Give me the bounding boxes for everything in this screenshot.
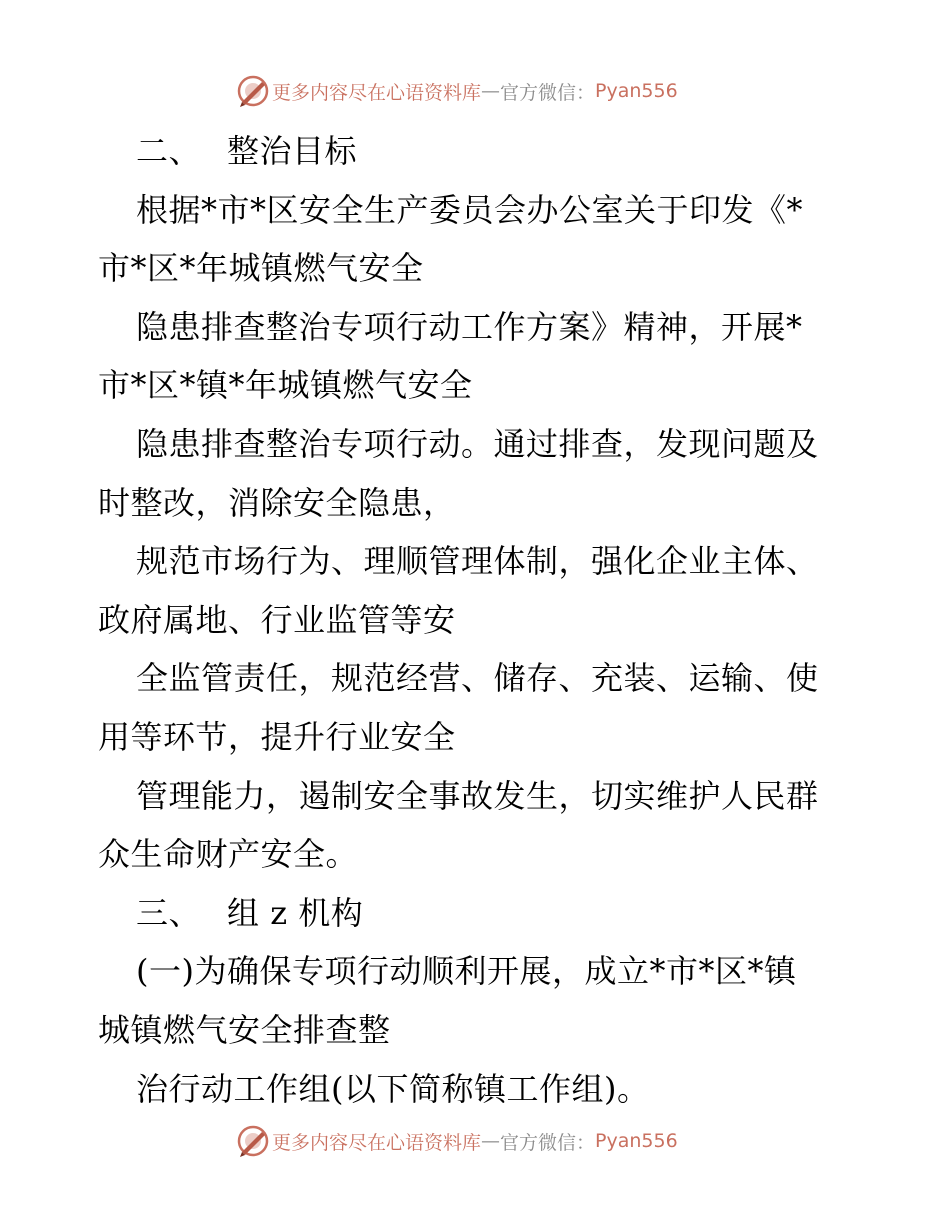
footer-watermark [236,1124,678,1158]
paragraph-line: 用等环节，提升行业安全 [98,717,456,756]
pen-seal-logo-icon [236,1124,270,1158]
watermark-text: 更多内容尽在心语资料库 [272,1131,482,1154]
watermark-text: 更多内容尽在心语资料库 [272,81,482,104]
paragraph-line: 治行动工作组(以下简称镇工作组)。 [136,1069,650,1108]
paragraph-line: 隐患排查整治专项行动。通过排查，发现问题及 [136,424,819,463]
header-watermark [236,74,678,108]
paragraph-line: 市*区*镇*年城镇燃气安全 [98,366,473,405]
watermark-dash: — [481,80,501,102]
paragraph-line: 隐患排查整治专项行动工作方案》精神，开展* [136,307,803,346]
watermark-wechat-id: Pyan556 [595,80,678,102]
paragraph-line: 全监管责任，规范经营、储存、充装、运输、使 [136,659,819,698]
paragraph-line: 市*区*年城镇燃气安全 [98,249,424,288]
paragraph-line: 政府属地、行业监管等安 [98,600,456,639]
section-heading-2 [98,122,858,181]
watermark-wechat-label: 官方微信： [500,81,596,104]
watermark-wechat-label: 官方微信： [500,1131,596,1154]
section-number: 三、 [136,893,202,932]
section-title: 整治目标 [227,132,358,170]
section-title: 组 z 机构 [227,893,364,932]
paragraph-line: 管理能力，遏制安全事故发生，切实维护人民群 [136,776,819,815]
paragraph-line: 规范市场行为、理顺管理体制，强化企业主体、 [136,542,819,581]
document-body [98,122,858,1118]
paragraph-line: 众生命财产安全。 [98,835,359,874]
paragraph-line: 时整改，消除安全隐患， [98,483,456,522]
paragraph-line: 根据*市*区安全生产委员会办公室关于印发《* [136,190,804,229]
paragraph-line: 城镇燃气安全排查整 [98,1010,391,1049]
watermark-dash: — [481,1130,501,1152]
watermark-wechat-id: Pyan556 [595,1130,678,1152]
section-heading-3 [98,884,858,943]
paragraph-line: (一)为确保专项行动顺利开展，成立*市*区*镇 [136,952,797,991]
pen-seal-logo-icon [236,74,270,108]
section-number: 二、 [136,132,202,170]
